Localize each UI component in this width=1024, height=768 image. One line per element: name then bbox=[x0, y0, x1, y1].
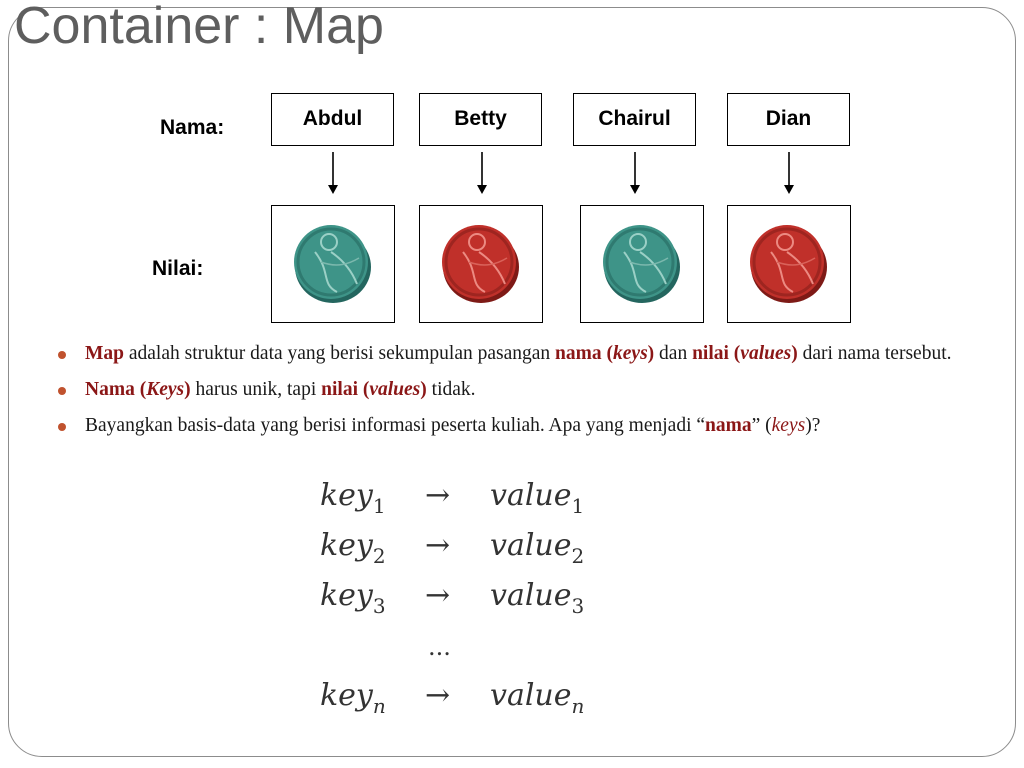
bullet-text: dari nama tersebut. bbox=[797, 343, 952, 364]
green-coin-icon bbox=[291, 222, 375, 306]
value-box-4 bbox=[727, 205, 851, 323]
slide-title: Container : Map bbox=[14, 0, 384, 55]
term-map: Map bbox=[85, 343, 124, 364]
right-arrow-icon: → bbox=[425, 578, 451, 613]
term-nama: nama bbox=[705, 415, 752, 436]
value-box-3 bbox=[580, 205, 704, 323]
down-arrow-icon bbox=[476, 152, 488, 194]
down-arrow-icon bbox=[629, 152, 641, 194]
down-arrow-icon bbox=[783, 152, 795, 194]
red-coin-icon bbox=[747, 222, 831, 306]
bullet-dot-icon bbox=[58, 351, 66, 359]
bullet-text: )? bbox=[805, 415, 821, 436]
key-box-betty: Betty bbox=[419, 93, 542, 146]
bullet-item bbox=[58, 412, 958, 440]
red-coin-icon bbox=[439, 222, 523, 306]
bullet-item bbox=[58, 340, 958, 368]
bullet-list bbox=[58, 340, 958, 448]
right-arrow-icon: → bbox=[425, 528, 451, 563]
term-nama: Nama ( bbox=[85, 379, 147, 400]
term-nilai: nilai ( bbox=[692, 343, 741, 364]
key-value-formula: key$_1$ → value$_1$ key$_2$ → value$_2$ key$_3$ → value$_3$ ... key$_n$ → value$_n$ bbox=[320, 478, 585, 718]
formula-ellipsis: ... bbox=[428, 633, 451, 661]
paren-close: ) bbox=[184, 379, 191, 400]
term-keys: Keys bbox=[146, 379, 185, 400]
term-nilai: nilai ( bbox=[321, 379, 370, 400]
down-arrow-icon bbox=[327, 152, 339, 194]
right-arrow-icon: → bbox=[425, 478, 451, 513]
keys-row-label: Nama: bbox=[160, 116, 225, 139]
bullet-dot-icon bbox=[58, 387, 66, 395]
bullet-text: Bayangkan basis-data yang berisi informasi peserta kuliah. Apa yang menjadi “ bbox=[85, 415, 706, 436]
value-box-1 bbox=[271, 205, 395, 323]
bullet-dot-icon bbox=[58, 423, 66, 431]
paren-close: ) bbox=[420, 379, 427, 400]
term-keys: keys bbox=[613, 343, 648, 364]
key-box-chairul: Chairul bbox=[573, 93, 696, 146]
paren-close: ) bbox=[647, 343, 655, 364]
paren-close: ) bbox=[791, 343, 798, 364]
bullet-text: adalah struktur data yang berisi sekumpulan pasangan bbox=[124, 343, 556, 364]
value-box-2 bbox=[419, 205, 543, 323]
term-values: values bbox=[740, 343, 792, 364]
green-coin-icon bbox=[600, 222, 684, 306]
right-arrow-icon: → bbox=[425, 678, 451, 713]
term-values: values bbox=[369, 379, 421, 400]
bullet-text: dan bbox=[654, 343, 693, 364]
bullet-item bbox=[58, 376, 958, 404]
term-nama: nama ( bbox=[555, 343, 614, 364]
bullet-text: harus unik, tapi bbox=[190, 379, 322, 400]
key-box-dian: Dian bbox=[727, 93, 850, 146]
bullet-text: tidak. bbox=[426, 379, 476, 400]
values-row-label: Nilai: bbox=[152, 257, 204, 280]
key-box-abdul: Abdul bbox=[271, 93, 394, 146]
term-keys: keys bbox=[771, 415, 806, 436]
bullet-text: ” ( bbox=[751, 415, 772, 436]
